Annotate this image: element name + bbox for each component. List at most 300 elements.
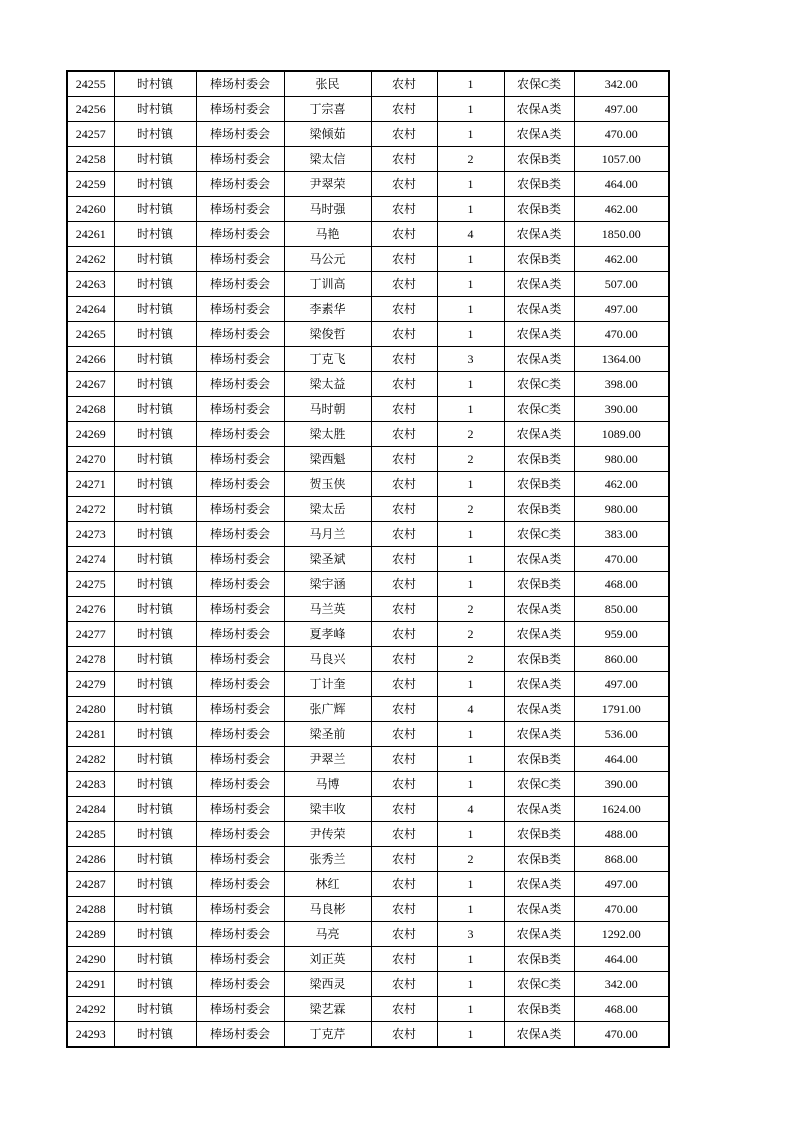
cell-residence-type: 农村 [371, 547, 437, 572]
cell-person-name: 梁太岳 [284, 497, 371, 522]
table-row [67, 71, 669, 97]
cell-id: 24278 [67, 647, 114, 672]
cell-village: 棒场村委会 [196, 472, 284, 497]
cell-person-count: 1 [437, 272, 504, 297]
cell-insurance-category: 农保B类 [504, 197, 574, 222]
cell-insurance-category: 农保A类 [504, 422, 574, 447]
table-row [67, 147, 669, 172]
cell-person-name: 马兰英 [284, 597, 371, 622]
cell-residence-type: 农村 [371, 797, 437, 822]
cell-person-name: 梁太胜 [284, 422, 371, 447]
cell-insurance-category: 农保A类 [504, 547, 574, 572]
cell-insurance-category: 农保A类 [504, 622, 574, 647]
table-row [67, 972, 669, 997]
cell-person-name: 梁西灵 [284, 972, 371, 997]
cell-town: 时村镇 [114, 322, 196, 347]
cell-id: 24263 [67, 272, 114, 297]
cell-id: 24281 [67, 722, 114, 747]
cell-person-count: 2 [437, 497, 504, 522]
cell-insurance-category: 农保A类 [504, 897, 574, 922]
cell-amount: 488.00 [574, 822, 669, 847]
cell-village: 棒场村委会 [196, 447, 284, 472]
cell-person-name: 丁克飞 [284, 347, 371, 372]
cell-id: 24268 [67, 397, 114, 422]
cell-residence-type: 农村 [371, 822, 437, 847]
cell-town: 时村镇 [114, 122, 196, 147]
cell-village: 棒场村委会 [196, 622, 284, 647]
cell-insurance-category: 农保C类 [504, 772, 574, 797]
cell-town: 时村镇 [114, 71, 196, 97]
cell-village: 棒场村委会 [196, 71, 284, 97]
cell-town: 时村镇 [114, 247, 196, 272]
cell-town: 时村镇 [114, 472, 196, 497]
table-row [67, 322, 669, 347]
cell-person-count: 1 [437, 1022, 504, 1048]
cell-residence-type: 农村 [371, 922, 437, 947]
cell-person-name: 梁丰收 [284, 797, 371, 822]
cell-person-name: 张民 [284, 71, 371, 97]
cell-village: 棒场村委会 [196, 722, 284, 747]
cell-residence-type: 农村 [371, 872, 437, 897]
cell-person-name: 马亮 [284, 922, 371, 947]
table-row [67, 572, 669, 597]
cell-id: 24258 [67, 147, 114, 172]
table-row [67, 172, 669, 197]
cell-person-name: 张秀兰 [284, 847, 371, 872]
cell-id: 24277 [67, 622, 114, 647]
cell-id: 24293 [67, 1022, 114, 1048]
cell-insurance-category: 农保B类 [504, 647, 574, 672]
cell-insurance-category: 农保B类 [504, 247, 574, 272]
cell-town: 时村镇 [114, 797, 196, 822]
cell-person-count: 1 [437, 397, 504, 422]
cell-insurance-category: 农保A类 [504, 797, 574, 822]
cell-town: 时村镇 [114, 147, 196, 172]
cell-town: 时村镇 [114, 722, 196, 747]
cell-insurance-category: 农保C类 [504, 972, 574, 997]
cell-town: 时村镇 [114, 622, 196, 647]
cell-residence-type: 农村 [371, 897, 437, 922]
cell-person-count: 2 [437, 147, 504, 172]
cell-id: 24261 [67, 222, 114, 247]
table-row [67, 622, 669, 647]
cell-person-count: 1 [437, 947, 504, 972]
cell-person-name: 梁圣前 [284, 722, 371, 747]
cell-insurance-category: 农保B类 [504, 747, 574, 772]
cell-insurance-category: 农保B类 [504, 497, 574, 522]
cell-person-count: 1 [437, 772, 504, 797]
cell-village: 棒场村委会 [196, 947, 284, 972]
cell-residence-type: 农村 [371, 197, 437, 222]
cell-town: 时村镇 [114, 897, 196, 922]
cell-person-count: 1 [437, 822, 504, 847]
cell-insurance-category: 农保C类 [504, 372, 574, 397]
cell-amount: 468.00 [574, 997, 669, 1022]
table-row [67, 722, 669, 747]
cell-residence-type: 农村 [371, 247, 437, 272]
cell-town: 时村镇 [114, 347, 196, 372]
cell-town: 时村镇 [114, 672, 196, 697]
cell-village: 棒场村委会 [196, 172, 284, 197]
table-row [67, 922, 669, 947]
cell-person-name: 梁太益 [284, 372, 371, 397]
cell-amount: 342.00 [574, 972, 669, 997]
cell-id: 24265 [67, 322, 114, 347]
cell-person-count: 2 [437, 447, 504, 472]
cell-person-name: 丁计奎 [284, 672, 371, 697]
cell-amount: 462.00 [574, 472, 669, 497]
cell-residence-type: 农村 [371, 272, 437, 297]
cell-residence-type: 农村 [371, 147, 437, 172]
cell-town: 时村镇 [114, 372, 196, 397]
cell-village: 棒场村委会 [196, 397, 284, 422]
cell-person-name: 林红 [284, 872, 371, 897]
table-body [67, 71, 669, 1047]
cell-village: 棒场村委会 [196, 872, 284, 897]
table-row [67, 397, 669, 422]
cell-insurance-category: 农保C类 [504, 397, 574, 422]
cell-residence-type: 农村 [371, 947, 437, 972]
cell-person-count: 1 [437, 71, 504, 97]
cell-insurance-category: 农保A类 [504, 922, 574, 947]
cell-id: 24266 [67, 347, 114, 372]
table-row [67, 1022, 669, 1048]
cell-residence-type: 农村 [371, 747, 437, 772]
cell-amount: 1057.00 [574, 147, 669, 172]
cell-amount: 497.00 [574, 672, 669, 697]
cell-residence-type: 农村 [371, 997, 437, 1022]
cell-person-name: 丁克芹 [284, 1022, 371, 1048]
cell-village: 棒场村委会 [196, 372, 284, 397]
cell-amount: 470.00 [574, 547, 669, 572]
cell-id: 24264 [67, 297, 114, 322]
table-row [67, 597, 669, 622]
cell-id: 24292 [67, 997, 114, 1022]
cell-person-count: 1 [437, 122, 504, 147]
cell-residence-type: 农村 [371, 647, 437, 672]
cell-amount: 959.00 [574, 622, 669, 647]
cell-person-count: 4 [437, 697, 504, 722]
table-row [67, 347, 669, 372]
cell-id: 24267 [67, 372, 114, 397]
cell-person-name: 梁太信 [284, 147, 371, 172]
cell-person-count: 1 [437, 297, 504, 322]
cell-person-name: 马良彬 [284, 897, 371, 922]
cell-village: 棒场村委会 [196, 647, 284, 672]
cell-amount: 383.00 [574, 522, 669, 547]
cell-town: 时村镇 [114, 597, 196, 622]
cell-village: 棒场村委会 [196, 897, 284, 922]
cell-amount: 468.00 [574, 572, 669, 597]
cell-person-name: 刘正英 [284, 947, 371, 972]
cell-person-count: 4 [437, 797, 504, 822]
cell-town: 时村镇 [114, 547, 196, 572]
cell-person-name: 马公元 [284, 247, 371, 272]
cell-id: 24262 [67, 247, 114, 272]
cell-insurance-category: 农保A类 [504, 322, 574, 347]
cell-residence-type: 农村 [371, 172, 437, 197]
cell-residence-type: 农村 [371, 322, 437, 347]
table-row [67, 797, 669, 822]
cell-insurance-category: 农保A类 [504, 597, 574, 622]
cell-person-count: 1 [437, 522, 504, 547]
cell-person-name: 梁宇涵 [284, 572, 371, 597]
cell-village: 棒场村委会 [196, 972, 284, 997]
cell-village: 棒场村委会 [196, 822, 284, 847]
cell-amount: 1089.00 [574, 422, 669, 447]
cell-person-name: 马时朝 [284, 397, 371, 422]
table-row [67, 272, 669, 297]
cell-id: 24280 [67, 697, 114, 722]
cell-town: 时村镇 [114, 447, 196, 472]
table-row [67, 697, 669, 722]
cell-amount: 1624.00 [574, 797, 669, 822]
cell-amount: 470.00 [574, 897, 669, 922]
cell-village: 棒场村委会 [196, 322, 284, 347]
cell-person-count: 1 [437, 247, 504, 272]
cell-insurance-category: 农保B类 [504, 472, 574, 497]
cell-residence-type: 农村 [371, 397, 437, 422]
cell-id: 24276 [67, 597, 114, 622]
table-row [67, 947, 669, 972]
cell-insurance-category: 农保B类 [504, 572, 574, 597]
cell-id: 24257 [67, 122, 114, 147]
table-row [67, 822, 669, 847]
cell-insurance-category: 农保A类 [504, 97, 574, 122]
cell-id: 24288 [67, 897, 114, 922]
cell-residence-type: 农村 [371, 1022, 437, 1048]
cell-person-count: 1 [437, 897, 504, 922]
cell-town: 时村镇 [114, 1022, 196, 1048]
cell-insurance-category: 农保A类 [504, 122, 574, 147]
table-row [67, 247, 669, 272]
cell-village: 棒场村委会 [196, 422, 284, 447]
cell-residence-type: 农村 [371, 847, 437, 872]
cell-insurance-category: 农保A类 [504, 297, 574, 322]
cell-town: 时村镇 [114, 297, 196, 322]
table-row [67, 197, 669, 222]
table-row [67, 472, 669, 497]
cell-person-name: 尹翠荣 [284, 172, 371, 197]
cell-town: 时村镇 [114, 822, 196, 847]
cell-insurance-category: 农保B类 [504, 847, 574, 872]
cell-insurance-category: 农保A类 [504, 272, 574, 297]
table-row [67, 847, 669, 872]
cell-id: 24256 [67, 97, 114, 122]
cell-person-name: 马时强 [284, 197, 371, 222]
cell-amount: 1791.00 [574, 697, 669, 722]
cell-village: 棒场村委会 [196, 597, 284, 622]
cell-person-count: 3 [437, 347, 504, 372]
cell-insurance-category: 农保B类 [504, 172, 574, 197]
cell-person-count: 1 [437, 472, 504, 497]
cell-person-name: 梁圣斌 [284, 547, 371, 572]
cell-town: 时村镇 [114, 697, 196, 722]
cell-residence-type: 农村 [371, 972, 437, 997]
table-row [67, 872, 669, 897]
cell-village: 棒场村委会 [196, 922, 284, 947]
cell-town: 时村镇 [114, 522, 196, 547]
cell-residence-type: 农村 [371, 222, 437, 247]
cell-amount: 464.00 [574, 172, 669, 197]
cell-person-count: 1 [437, 722, 504, 747]
cell-insurance-category: 农保B类 [504, 147, 574, 172]
cell-person-count: 1 [437, 872, 504, 897]
cell-village: 棒场村委会 [196, 772, 284, 797]
cell-amount: 860.00 [574, 647, 669, 672]
cell-village: 棒场村委会 [196, 1022, 284, 1048]
cell-residence-type: 农村 [371, 372, 437, 397]
cell-village: 棒场村委会 [196, 697, 284, 722]
cell-residence-type: 农村 [371, 522, 437, 547]
cell-person-name: 丁训高 [284, 272, 371, 297]
cell-person-count: 1 [437, 997, 504, 1022]
cell-insurance-category: 农保A类 [504, 872, 574, 897]
cell-id: 24259 [67, 172, 114, 197]
cell-residence-type: 农村 [371, 597, 437, 622]
table-row [67, 222, 669, 247]
cell-insurance-category: 农保A类 [504, 722, 574, 747]
table-row [67, 647, 669, 672]
cell-town: 时村镇 [114, 772, 196, 797]
cell-person-name: 马良兴 [284, 647, 371, 672]
cell-person-count: 2 [437, 847, 504, 872]
table-row [67, 672, 669, 697]
cell-id: 24271 [67, 472, 114, 497]
cell-id: 24283 [67, 772, 114, 797]
cell-village: 棒场村委会 [196, 497, 284, 522]
cell-person-name: 尹翠兰 [284, 747, 371, 772]
cell-person-count: 2 [437, 622, 504, 647]
cell-town: 时村镇 [114, 97, 196, 122]
cell-town: 时村镇 [114, 222, 196, 247]
table-row [67, 772, 669, 797]
cell-person-name: 梁俊哲 [284, 322, 371, 347]
cell-town: 时村镇 [114, 997, 196, 1022]
cell-village: 棒场村委会 [196, 222, 284, 247]
cell-residence-type: 农村 [371, 672, 437, 697]
cell-insurance-category: 农保B类 [504, 997, 574, 1022]
table-row [67, 497, 669, 522]
cell-residence-type: 农村 [371, 97, 437, 122]
benefits-table [66, 70, 670, 1048]
cell-person-name: 李素华 [284, 297, 371, 322]
cell-town: 时村镇 [114, 747, 196, 772]
cell-person-name: 尹传荣 [284, 822, 371, 847]
cell-person-name: 梁倾茹 [284, 122, 371, 147]
cell-person-name: 张广辉 [284, 697, 371, 722]
cell-person-name: 梁艺霖 [284, 997, 371, 1022]
cell-insurance-category: 农保A类 [504, 697, 574, 722]
cell-town: 时村镇 [114, 972, 196, 997]
table-row [67, 447, 669, 472]
cell-amount: 342.00 [574, 71, 669, 97]
cell-id: 24272 [67, 497, 114, 522]
cell-town: 时村镇 [114, 872, 196, 897]
cell-town: 时村镇 [114, 922, 196, 947]
cell-amount: 462.00 [574, 197, 669, 222]
cell-amount: 1364.00 [574, 347, 669, 372]
cell-id: 24286 [67, 847, 114, 872]
cell-id: 24279 [67, 672, 114, 697]
cell-village: 棒场村委会 [196, 272, 284, 297]
cell-insurance-category: 农保B类 [504, 947, 574, 972]
cell-person-count: 2 [437, 597, 504, 622]
cell-village: 棒场村委会 [196, 122, 284, 147]
cell-residence-type: 农村 [371, 447, 437, 472]
cell-town: 时村镇 [114, 572, 196, 597]
table-row [67, 372, 669, 397]
cell-id: 24260 [67, 197, 114, 222]
table-row [67, 547, 669, 572]
cell-residence-type: 农村 [371, 347, 437, 372]
cell-amount: 464.00 [574, 947, 669, 972]
table-row [67, 422, 669, 447]
cell-residence-type: 农村 [371, 122, 437, 147]
cell-person-name: 马月兰 [284, 522, 371, 547]
cell-amount: 470.00 [574, 1022, 669, 1048]
cell-town: 时村镇 [114, 647, 196, 672]
cell-amount: 980.00 [574, 447, 669, 472]
table-row [67, 297, 669, 322]
cell-village: 棒场村委会 [196, 747, 284, 772]
cell-person-count: 1 [437, 322, 504, 347]
cell-amount: 507.00 [574, 272, 669, 297]
cell-town: 时村镇 [114, 497, 196, 522]
cell-amount: 390.00 [574, 772, 669, 797]
cell-residence-type: 农村 [371, 622, 437, 647]
cell-town: 时村镇 [114, 172, 196, 197]
cell-person-count: 1 [437, 572, 504, 597]
cell-person-name: 马艳 [284, 222, 371, 247]
cell-id: 24290 [67, 947, 114, 972]
cell-village: 棒场村委会 [196, 522, 284, 547]
cell-id: 24270 [67, 447, 114, 472]
cell-residence-type: 农村 [371, 772, 437, 797]
cell-residence-type: 农村 [371, 497, 437, 522]
cell-person-name: 丁宗喜 [284, 97, 371, 122]
cell-village: 棒场村委会 [196, 672, 284, 697]
table-row [67, 897, 669, 922]
cell-insurance-category: 农保A类 [504, 222, 574, 247]
cell-village: 棒场村委会 [196, 797, 284, 822]
cell-residence-type: 农村 [371, 422, 437, 447]
cell-person-name: 马博 [284, 772, 371, 797]
cell-amount: 497.00 [574, 297, 669, 322]
cell-town: 时村镇 [114, 272, 196, 297]
cell-town: 时村镇 [114, 422, 196, 447]
cell-person-count: 2 [437, 647, 504, 672]
cell-id: 24285 [67, 822, 114, 847]
cell-amount: 1850.00 [574, 222, 669, 247]
cell-residence-type: 农村 [371, 572, 437, 597]
cell-village: 棒场村委会 [196, 572, 284, 597]
cell-id: 24269 [67, 422, 114, 447]
cell-person-count: 1 [437, 747, 504, 772]
table-row [67, 747, 669, 772]
cell-person-count: 1 [437, 97, 504, 122]
cell-id: 24284 [67, 797, 114, 822]
cell-village: 棒场村委会 [196, 997, 284, 1022]
cell-person-count: 1 [437, 197, 504, 222]
cell-residence-type: 农村 [371, 71, 437, 97]
cell-amount: 390.00 [574, 397, 669, 422]
cell-person-count: 1 [437, 547, 504, 572]
cell-amount: 398.00 [574, 372, 669, 397]
cell-insurance-category: 农保C类 [504, 522, 574, 547]
table-row [67, 122, 669, 147]
cell-village: 棒场村委会 [196, 97, 284, 122]
